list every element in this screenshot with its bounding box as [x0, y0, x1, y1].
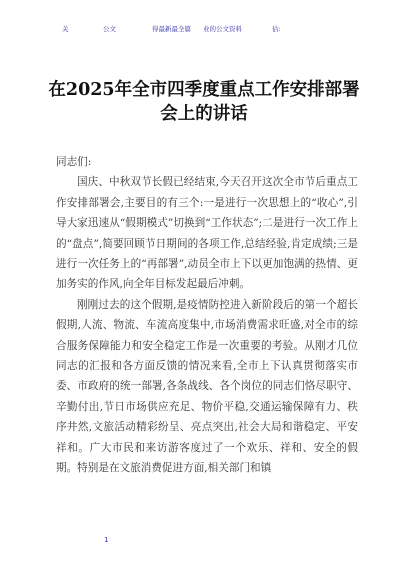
paragraph: 刚刚过去的这个假期,是疫情防控进入新阶段后的第一个超长假期,人流、物流、车流高度集中,市场消费需求旺盛,对全市的综合服务保障能力和安全稳定工作是一次重要的考验。从刚才几位同志的汇报和各方面反馈的情况来看,全市上下认真贯彻落实市委、市政府的统一部署,各条战线、各个岗位的同志们恪尽职守、辛勤付出,节日市场供应充足、物价平稳,交通运输保障有力、秩序井然,文旅活动精彩纷呈、亮点突出,社会大局和谐稳定、平安祥和。广大市民和来访游客度过了一个欢乐、祥和、安全的假期。特别是在文旅消费促进方面,相关部门和镇: [56, 298, 358, 475]
header-item: 关: [62, 25, 69, 33]
salutation: 同志们:: [56, 156, 92, 168]
header-watermark-bar: [0, 22, 408, 36]
header-item: 得最新最全篇: [152, 25, 191, 33]
document-body: [56, 152, 358, 479]
page-number: 1: [104, 536, 109, 544]
header-item: 业的公文资料: [203, 25, 242, 33]
header-item: 估:: [272, 25, 281, 33]
document-title: 在2025年全市四季度重点工作安排部署会上的讲话: [48, 80, 360, 124]
paragraph: 国庆、中秋双节长假已经结束,今天召开这次全市节后重点工作安排部署会,主要目的有三个:一是进行一次思想上的“收心”,引导大家迅速从“假期模式”切换到“工作状态”;二是进行一次工作上的“盘点”,简要回顾节日期间的各项工作,总结经验,肯定成绩;三是进行一次任务上的“再部署”,动员全市上下以更加饱满的热情、更加务实的作风,向全年目标发起最后冲刺。: [56, 176, 358, 291]
header-item: 公文: [103, 25, 116, 33]
